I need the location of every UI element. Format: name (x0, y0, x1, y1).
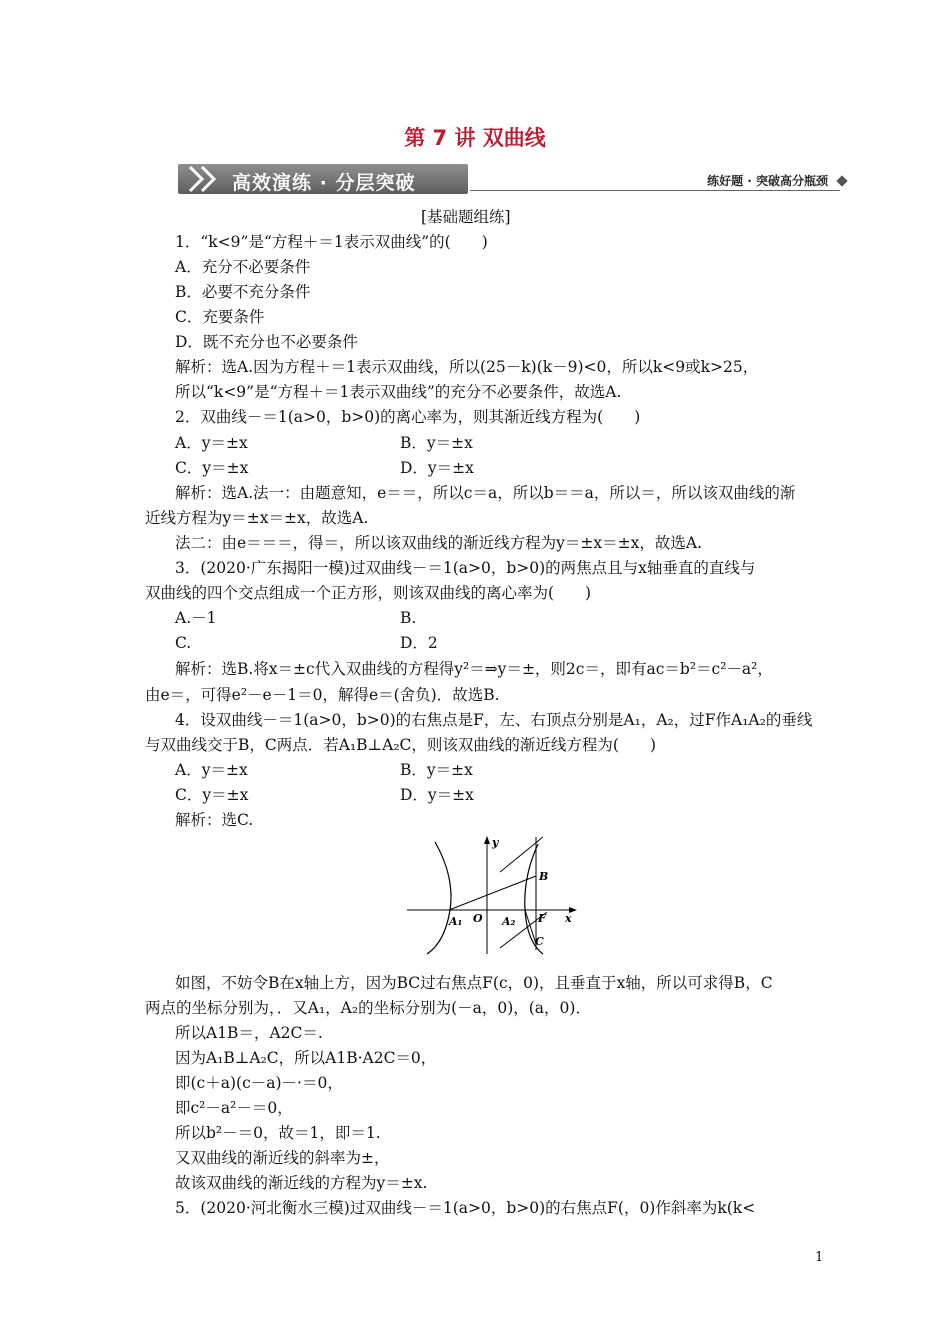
text-line: 2．双曲线－＝1(a>0，b>0)的离心率为，则其渐近线方程为( ) (175, 408, 641, 426)
origin-label: O (473, 912, 483, 925)
text-line: 所以b²－＝0，故＝1，即＝1. (175, 1124, 381, 1142)
vertex-a1-label: A₁ (449, 915, 463, 928)
page-title: 第 7 讲 双曲线 (404, 126, 546, 150)
text-line: 双曲线的四个交点组成一个正方形，则该双曲线的离心率为( ) (145, 584, 592, 602)
point-c-label: C (535, 935, 544, 948)
text-line: 即c²－a²－＝0， (175, 1099, 293, 1117)
text-line: B. (400, 609, 417, 627)
diamond-icon (836, 175, 847, 186)
text-line: C．y＝±x (175, 786, 249, 804)
y-axis-label: y (492, 836, 499, 849)
text-line: A．y＝±x (175, 434, 248, 452)
section-heading: [基础题组练] (421, 208, 511, 226)
text-line: 所以“k<9”是“方程＋＝1表示双曲线”的充分不必要条件，故选A. (175, 383, 622, 401)
banner-main-text: 高效演练 · 分层突破 (232, 172, 416, 194)
text-line: A.－1 (175, 609, 217, 627)
hyperbola-figure (405, 832, 580, 957)
text-line: D．y＝±x (400, 459, 474, 477)
text-line: 4．设双曲线－＝1(a>0，b>0)的右焦点是F，左、右顶点分别是A₁，A₂，过F作A₁A₂的垂线 (175, 711, 813, 729)
text-line: 近线方程为y＝±x＝±x，故选A. (145, 509, 369, 527)
chevron-right-icon (186, 164, 226, 194)
text-line: 1．“k<9”是“方程＋＝1表示双曲线”的( ) (175, 233, 488, 251)
text-line: 如图，不妨令B在x轴上方，因为BC过右焦点F(c，0)，且垂直于x轴，所以可求得B，C (175, 974, 773, 992)
text-line: 与双曲线交于B，C两点．若A₁B⊥A₂C，则该双曲线的渐近线方程为( ) (145, 736, 656, 754)
page-number: 1 (815, 1250, 824, 1265)
text-line: 又双曲线的渐近线的斜率为±， (175, 1149, 390, 1167)
text-line: 解析：选B.将x＝±c代入双曲线的方程得y²＝⇒y＝±，则2c＝，即有ac＝b²＝c²－a²， (175, 660, 773, 678)
text-line: D．2 (400, 634, 438, 652)
text-line: C. (175, 634, 192, 652)
text-line: 解析：选A.法一：由题意知，e＝＝，所以c＝a，所以b＝＝a，所以＝，所以该双曲线的渐 (175, 484, 796, 502)
vertex-a2-label: A₂ (502, 915, 516, 928)
point-b-label: B (539, 870, 549, 883)
text-line: C．充要条件 (175, 308, 265, 326)
text-line: 5．(2020·河北衡水三模)过双曲线－＝1(a>0，b>0)的右焦点F(，0)作斜率为k(k< (175, 1199, 756, 1217)
text-line: 解析：选C. (175, 811, 254, 829)
text-line: B．y＝±x (400, 761, 473, 779)
text-line: B．必要不充分条件 (175, 283, 311, 301)
banner-rule (470, 190, 840, 191)
focus-f-label: F (538, 912, 546, 925)
text-line: 故该双曲线的渐近线的方程为y＝±x. (175, 1174, 428, 1192)
text-line: 解析：选A.因为方程＋＝1表示双曲线，所以(25－k)(k－9)<0，所以k<9或k>25， (175, 358, 759, 376)
text-line: A．y＝±x (175, 761, 248, 779)
text-line: 由e＝，可得e²－e－1＝0，解得e＝(舍负)．故选B. (145, 686, 500, 704)
text-line: 法二：由e＝＝＝，得＝，所以该双曲线的渐近线方程为y＝±x＝±x，故选A. (175, 534, 703, 552)
text-line: 两点的坐标分别为，．又A₁，A₂的坐标分别为(－a，0)，(a，0)． (145, 999, 591, 1017)
x-axis-label: x (565, 912, 572, 925)
text-line: 因为A₁B⊥A₂C，所以A1B·A2C＝0， (175, 1049, 437, 1067)
text-line: 即(c＋a)(c－a)－·＝0， (175, 1074, 343, 1092)
text-line: C．y＝±x (175, 459, 249, 477)
text-line: A．充分不必要条件 (175, 258, 311, 276)
section-banner (178, 160, 848, 198)
text-line: B．y＝±x (400, 434, 473, 452)
text-line: 3．(2020·广东揭阳一模)过双曲线－＝1(a>0，b>0)的两焦点且与x轴垂直的直线与 (175, 559, 756, 577)
text-line: D．既不充分也不必要条件 (175, 333, 358, 351)
banner-right-text: 练好题 · 突破高分瓶颈 (707, 174, 828, 188)
text-line: 所以A1B＝，A2C＝. (175, 1024, 323, 1042)
text-line: D．y＝±x (400, 786, 474, 804)
